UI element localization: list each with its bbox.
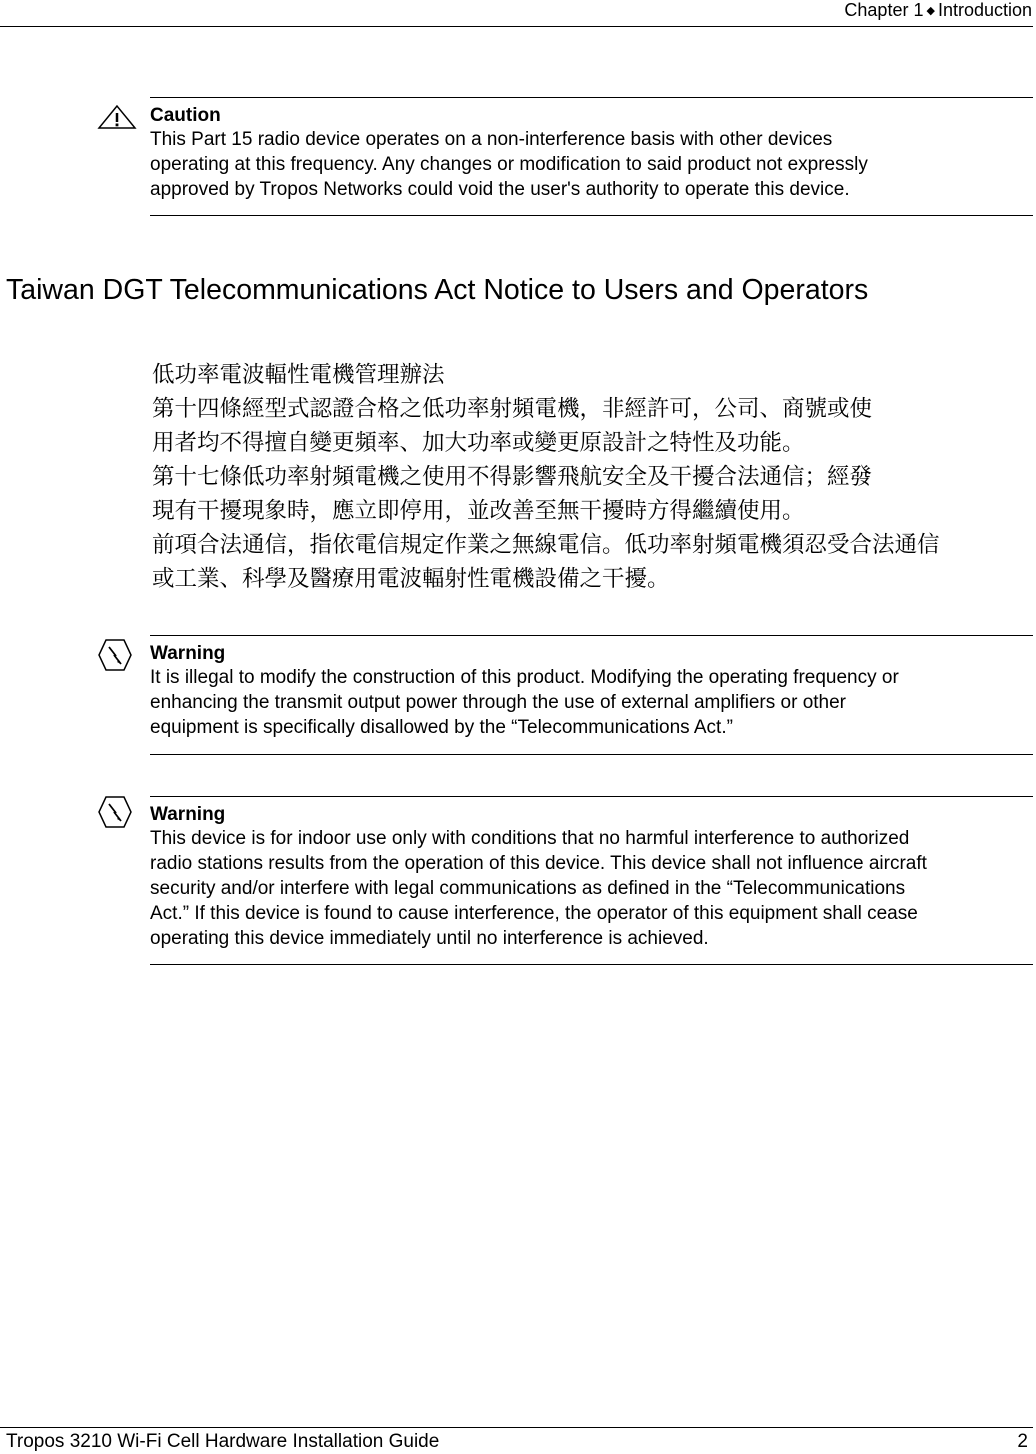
- chinese-line: 或工業、科學及醫療用電波輻射性電機設備之干擾。: [152, 566, 670, 592]
- caution-triangle-icon: [97, 104, 137, 130]
- warning-lightning-icon: [97, 638, 133, 672]
- chinese-line: 現有干擾現象時，應立即停用，並改善至無干擾時方得繼續使用。: [152, 498, 805, 524]
- warning-box-2: [150, 796, 1033, 965]
- page-number: 2: [1017, 1431, 1028, 1452]
- warning-line: equipment is specifically disallowed by the “Telecommunications Act.”: [150, 717, 733, 738]
- header-rule: [0, 26, 1033, 27]
- caution-line: operating at this frequency. Any changes or modification to said product not expressly: [150, 154, 868, 175]
- chinese-notice: [152, 358, 1032, 596]
- footer-rule: [0, 1427, 1033, 1428]
- warning-title: Warning: [150, 804, 226, 825]
- caution-body: [150, 127, 1033, 212]
- warning-body: [150, 665, 1033, 750]
- warning-line: It is illegal to modify the construction of this product. Modifying the operating frequency or: [150, 667, 899, 688]
- header-section: Introduction: [937, 0, 1032, 20]
- caution-line: approved by Tropos Networks could void the user's authority to operate this device.: [150, 179, 850, 200]
- warning-lightning-icon: [97, 795, 133, 829]
- warning-line: operating this device immediately until no interference is achieved.: [150, 928, 709, 949]
- running-header: [844, 0, 1032, 21]
- header-chapter: Chapter 1: [844, 0, 924, 20]
- footer-guide-title: Tropos 3210 Wi-Fi Cell Hardware Installation Guide: [6, 1431, 440, 1452]
- warning-line: radio stations results from the operation of this device. This device shall not influence aircraft: [150, 853, 927, 874]
- diamond-separator-icon: ◆: [926, 5, 935, 17]
- warning-box-1: [150, 635, 1033, 755]
- chinese-line: 用者均不得擅自變更頻率、加大功率或變更原設計之特性及功能。: [152, 430, 805, 456]
- caution-line: This Part 15 radio device operates on a non-interference basis with other devices: [150, 129, 833, 150]
- chinese-line: 第十七條低功率射頻電機之使用不得影響飛航安全及干擾合法通信；經發: [152, 464, 873, 490]
- chinese-line: 低功率電波輻性電機管理辦法: [152, 362, 445, 388]
- warning-line: This device is for indoor use only with conditions that no harmful interference to authorized: [150, 828, 910, 849]
- warning-line: security and/or interfere with legal communications as defined in the “Telecommunications: [150, 878, 906, 899]
- chinese-line: 前項合法通信，指依電信規定作業之無線電信。低功率射頻電機須忍受合法通信: [152, 532, 940, 558]
- caution-box: [150, 97, 1033, 216]
- warning-line: enhancing the transmit output power through the use of external amplifiers or other: [150, 692, 847, 713]
- chinese-line: 第十四條經型式認證合格之低功率射頻電機，非經許可，公司、商號或使: [152, 396, 873, 422]
- warning-title: Warning: [150, 643, 226, 664]
- warning-line: Act.” If this device is found to cause interference, the operator of this equipment shall cease: [150, 903, 918, 924]
- caution-title: Caution: [150, 105, 221, 126]
- section-heading: Taiwan DGT Telecommunications Act Notice to Users and Operators: [6, 274, 869, 306]
- warning-body: [150, 826, 1033, 961]
